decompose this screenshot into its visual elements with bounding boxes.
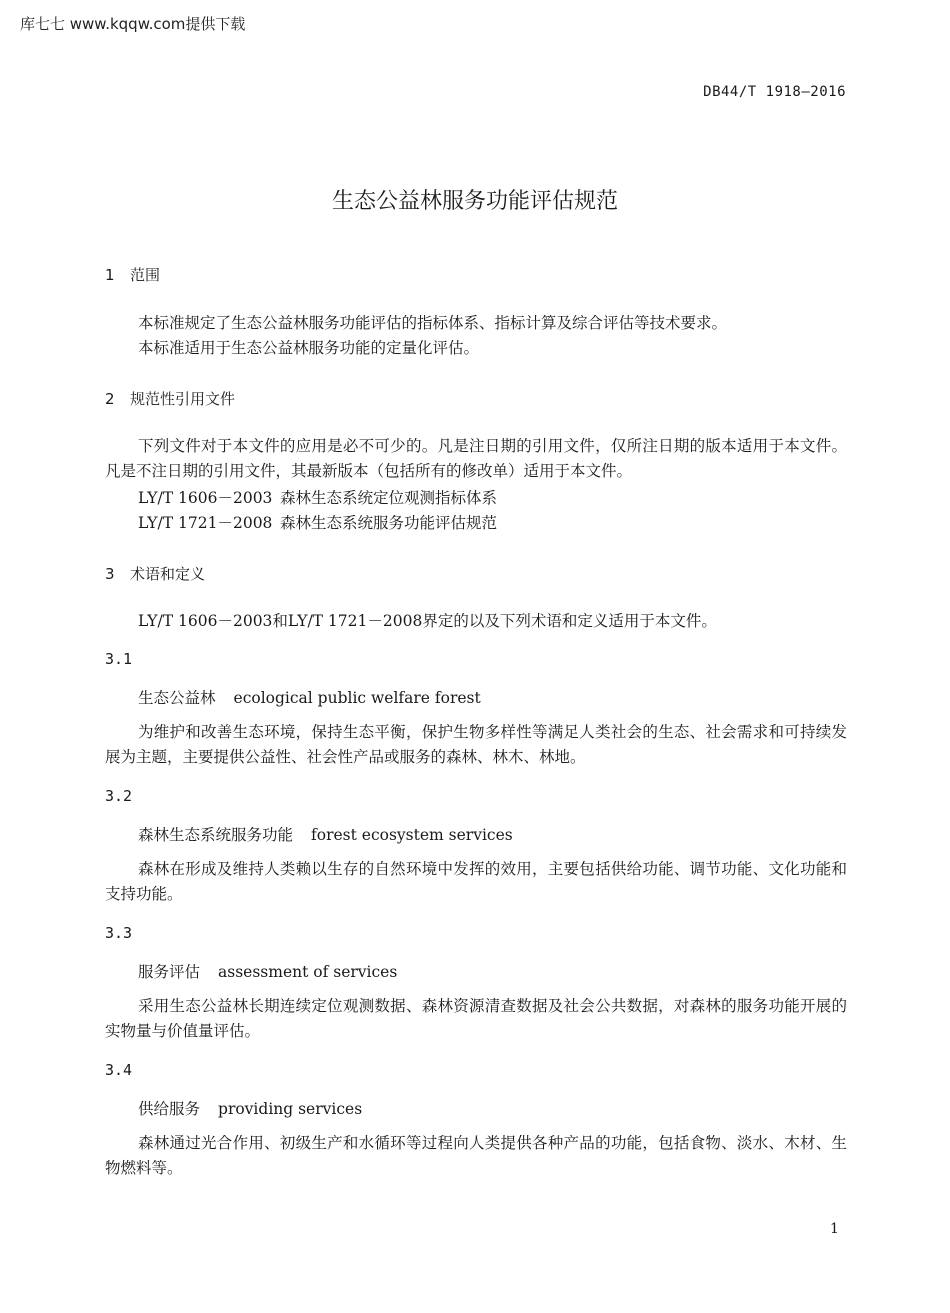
document-number: DB44/T 1918—2016 <box>703 84 846 100</box>
term-number: 3.4 <box>105 1061 133 1079</box>
section-number: 3 <box>105 565 115 583</box>
section-heading-normative-refs <box>105 388 235 409</box>
section-title: 规范性引用文件 <box>130 390 236 408</box>
term-chinese: 生态公益林 <box>138 689 216 707</box>
term-heading <box>138 960 397 982</box>
watermark-text: 库七七 www.kqqw.com提供下载 <box>20 15 246 33</box>
reference-code: LY/T 1606－2003 <box>138 489 273 507</box>
section-title: 术语和定义 <box>130 565 206 583</box>
reference-item <box>138 486 497 508</box>
page-number: 1 <box>830 1221 839 1237</box>
term-definition: 为维护和改善生态环境，保持生态平衡，保护生物多样性等满足人类社会的生态、社会需求和可持续发展为主题，主要提供公益性、社会性产品或服务的森林、林木、林地。 <box>105 723 847 766</box>
reference-code: LY/T 1721－2008 <box>138 514 273 532</box>
term-english: assessment of services <box>218 963 398 981</box>
section-heading-scope <box>105 264 160 285</box>
page-title: 生态公益林服务功能评估规范 <box>331 189 618 214</box>
term-english: ecological public welfare forest <box>233 689 481 707</box>
term-chinese: 森林生态系统服务功能 <box>138 826 294 844</box>
term-definition: 采用生态公益林长期连续定位观测数据、森林资源清查数据及社会公共数据，对森林的服务功能开展的实物量与价值量评估。 <box>105 997 847 1040</box>
reference-item <box>138 511 497 533</box>
scope-paragraph-1: 本标准规定了生态公益林服务功能评估的指标体系、指标计算及综合评估等技术要求。 <box>138 314 728 332</box>
term-definition: 森林通过光合作用、初级生产和水循环等过程向人类提供各种产品的功能，包括食物、淡水、木材、生物燃料等。 <box>105 1134 847 1177</box>
section-number: 1 <box>105 266 115 284</box>
term-heading <box>138 686 481 708</box>
term-english: forest ecosystem services <box>311 826 513 844</box>
reference-name: 森林生态系统服务功能评估规范 <box>280 514 498 532</box>
term-number: 3.3 <box>105 924 133 942</box>
term-english: providing services <box>218 1100 363 1118</box>
terms-intro-paragraph: LY/T 1606－2003和LY/T 1721－2008界定的以及下列术语和定义适用于本文件。 <box>138 612 717 630</box>
section-title: 范围 <box>130 266 161 284</box>
term-chinese: 服务评估 <box>138 963 201 981</box>
reference-name: 森林生态系统定位观测指标体系 <box>280 489 498 507</box>
term-number: 3.1 <box>105 650 133 668</box>
term-number: 3.2 <box>105 787 133 805</box>
term-heading <box>138 823 513 845</box>
normative-refs-paragraph: 下列文件对于本文件的应用是必不可少的。凡是注日期的引用文件，仅所注日期的版本适用于本文件。凡是不注日期的引用文件，其最新版本（包括所有的修改单）适用于本文件。 <box>105 437 847 480</box>
term-definition: 森林在形成及维持人类赖以生存的自然环境中发挥的效用，主要包括供给功能、调节功能、文化功能和支持功能。 <box>105 860 847 903</box>
section-heading-terms <box>105 563 205 584</box>
scope-paragraph-2: 本标准适用于生态公益林服务功能的定量化评估。 <box>138 339 480 357</box>
term-chinese: 供给服务 <box>138 1100 201 1118</box>
section-number: 2 <box>105 390 115 408</box>
term-heading <box>138 1097 362 1119</box>
